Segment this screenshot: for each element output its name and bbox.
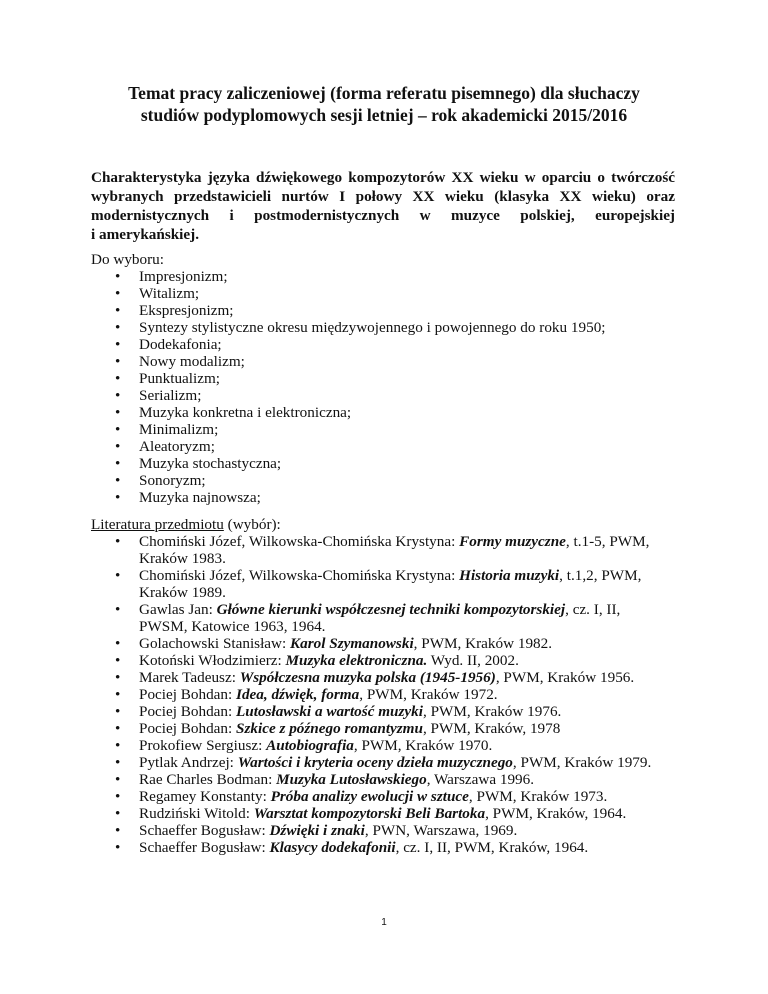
reference-continuation: Kraków 1989.	[139, 584, 226, 601]
reference-rest: , PWM, Kraków, 1978	[422, 720, 561, 737]
reference-author: Rae Charles Bodman:	[139, 771, 277, 788]
reference-title: Główne kierunki współczesnej techniki kompozytorskiej	[216, 601, 566, 618]
reference-rest: , PWM, Kraków 1956.	[495, 669, 635, 686]
list-item	[139, 533, 675, 567]
literature-heading-label: Literatura przedmiotu	[91, 516, 224, 533]
reference-author: Pociej Bohdan:	[139, 686, 237, 703]
title-line-2: studiów podyplomowych sesji letniej – rok akademicki 2015/2016	[140, 105, 628, 125]
list-item: • Muzyka stochastyczna;	[139, 455, 699, 472]
reference-author: Schaeffer Bogusław:	[139, 822, 270, 839]
list-item: • Muzyka najnowsza;	[139, 489, 699, 506]
literature-heading-suffix: (wybór):	[223, 516, 281, 533]
reference-rest: , PWM, Kraków 1976.	[422, 703, 562, 720]
literature-heading	[91, 516, 691, 533]
reference-title: Lutosławski a wartość muzyki	[236, 703, 423, 720]
list-item	[139, 567, 675, 601]
reference-continuation: PWSM, Katowice 1963, 1964.	[139, 618, 326, 635]
reference-title: Szkice z późnego romantyzmu	[236, 720, 423, 737]
title-line-1: Temat pracy zaliczeniowej (forma referatu pisemnego) dla słuchaczy	[128, 83, 640, 103]
list-item: • Ekspresjonizm;	[139, 302, 699, 319]
list-item	[139, 720, 675, 737]
reference-title: Współczesna muzyka polska (1945-1956)	[239, 669, 496, 686]
topic-line-2: wybranych przedstawicieli nurtów I połowy XX wieku (klasyka XX wieku) oraz	[91, 188, 675, 205]
list-item	[139, 771, 675, 788]
list-item	[139, 839, 675, 856]
reference-author: Golachowski Stanisław:	[139, 635, 291, 652]
reference-rest: Wyd. II, 2002.	[427, 652, 519, 669]
list-item: • Witalizm;	[139, 285, 699, 302]
reference-author: Rudziński Witold:	[139, 805, 254, 822]
topic-line-4: i amerykańskiej.	[91, 226, 199, 243]
reference-author: Chomiński Józef, Wilkowska-Chomińska Krystyna:	[139, 567, 460, 584]
literature-list	[139, 533, 675, 856]
reference-title: Karol Szymanowski	[290, 635, 414, 652]
reference-rest: , t.1-5, PWM,	[565, 533, 650, 550]
list-item: • Impresjonizm;	[139, 268, 699, 285]
reference-rest: , cz. I, II,	[565, 601, 621, 618]
reference-author: Kotoński Włodzimierz:	[139, 652, 286, 669]
reference-title: Formy muzyczne	[459, 533, 566, 550]
reference-author: Pytlak Andrzej:	[139, 754, 238, 771]
reference-title: Klasycy dodekafonii	[269, 839, 396, 856]
list-item: • Dodekafonia;	[139, 336, 699, 353]
list-item	[139, 805, 675, 822]
list-item: • Minimalizm;	[139, 421, 699, 438]
page-title	[70, 82, 698, 126]
reference-title: Idea, dźwięk, forma	[236, 686, 360, 703]
reference-title: Muzyka Lutosławskiego	[276, 771, 427, 788]
reference-author: Marek Tadeusz:	[139, 669, 240, 686]
list-item: • Serializm;	[139, 387, 699, 404]
reference-rest: , PWM, Kraków, 1964.	[485, 805, 627, 822]
reference-rest: , Warszawa 1996.	[426, 771, 535, 788]
page-number: 1	[381, 917, 387, 928]
reference-rest: , cz. I, II, PWM, Kraków, 1964.	[395, 839, 589, 856]
list-item: • Muzyka konkretna i elektroniczna;	[139, 404, 699, 421]
reference-title: Warsztat kompozytorski Beli Bartoka	[253, 805, 486, 822]
list-item	[139, 822, 675, 839]
styles-list	[139, 268, 699, 506]
reference-author: Prokofiew Sergiusz:	[139, 737, 267, 754]
reference-title: Wartości i kryteria oceny dzieła muzycznego	[237, 754, 513, 771]
reference-rest: , PWM, Kraków 1982.	[413, 635, 553, 652]
list-item: • Sonoryzm;	[139, 472, 699, 489]
reference-title: Autobiografia	[266, 737, 354, 754]
reference-continuation: Kraków 1983.	[139, 550, 226, 567]
list-item	[139, 669, 675, 686]
reference-title: Próba analizy ewolucji w sztuce	[270, 788, 469, 805]
reference-title: Historia muzyki	[459, 567, 560, 584]
list-item: • Nowy modalizm;	[139, 353, 699, 370]
reference-title: Dźwięki i znaki	[269, 822, 365, 839]
list-item	[139, 754, 675, 771]
list-item	[139, 737, 675, 754]
list-item	[139, 635, 675, 652]
list-item	[139, 601, 675, 635]
reference-author: Chomiński Józef, Wilkowska-Chomińska Krystyna:	[139, 533, 460, 550]
reference-author: Regamey Konstanty:	[139, 788, 271, 805]
reference-rest: , t.1,2, PWM,	[559, 567, 642, 584]
reference-author: Gawlas Jan:	[139, 601, 217, 618]
topic-line-3: modernistycznych i postmodernistycznych w muzyce polskiej, europejskiej	[91, 207, 675, 224]
reference-rest: , PWM, Kraków 1979.	[512, 754, 652, 771]
reference-author: Pociej Bohdan:	[139, 703, 237, 720]
list-item	[139, 703, 675, 720]
list-item	[139, 686, 675, 703]
topic-line-1: Charakterystyka języka dźwiękowego kompozytorów XX wieku w oparciu o twórczość	[91, 169, 675, 186]
reference-rest: , PWM, Kraków 1970.	[353, 737, 493, 754]
list-item	[139, 788, 675, 805]
reference-author: Pociej Bohdan:	[139, 720, 237, 737]
reference-rest: , PWM, Kraków 1973.	[468, 788, 608, 805]
reference-rest: , PWM, Kraków 1972.	[359, 686, 498, 703]
reference-rest: , PWN, Warszawa, 1969.	[364, 822, 518, 839]
reference-author: Schaeffer Bogusław:	[139, 839, 270, 856]
list-item	[139, 652, 675, 669]
list-item: • Syntezy stylistyczne okresu międzywojennego i powojennego do roku 1950;	[139, 319, 699, 336]
list-item: • Punktualizm;	[139, 370, 699, 387]
reference-title: Muzyka elektroniczna.	[285, 652, 428, 669]
list-item: • Aleatoryzm;	[139, 438, 699, 455]
choose-label: Do wyboru:	[91, 251, 164, 268]
assignment-topic	[91, 168, 675, 244]
